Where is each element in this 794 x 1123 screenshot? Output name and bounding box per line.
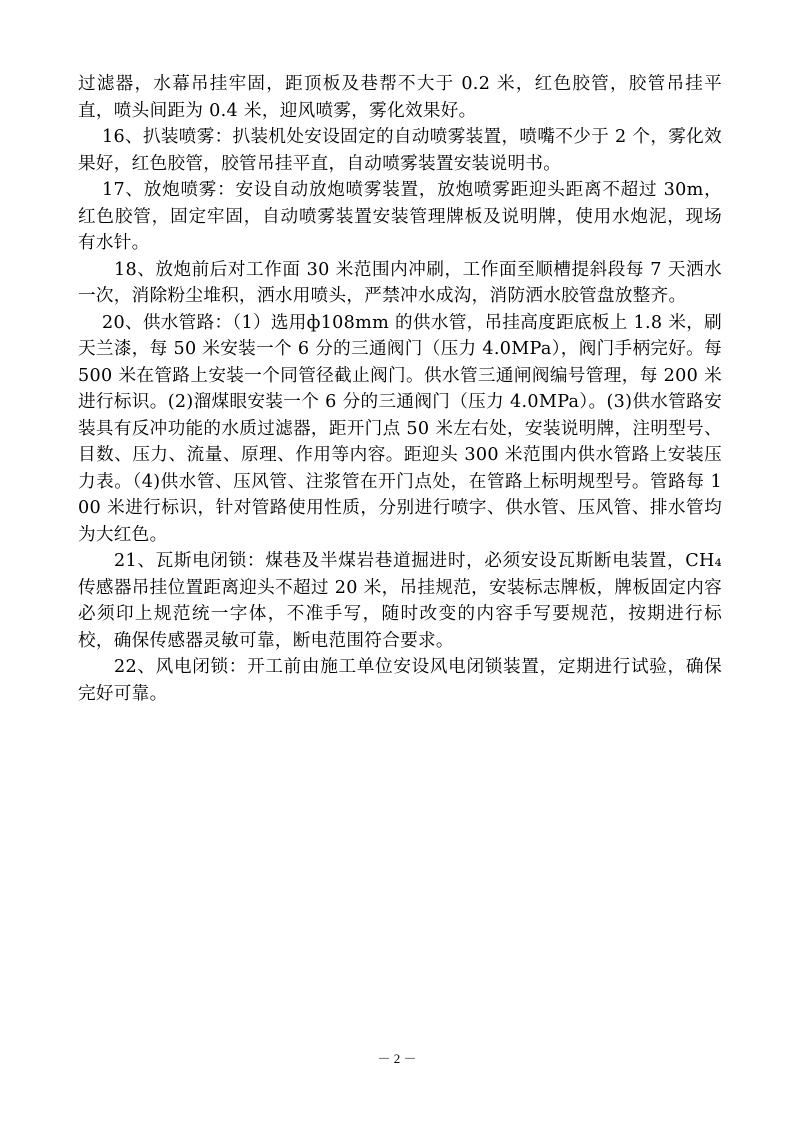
paragraph-21-gas-lockout: 21、瓦斯电闭锁：煤巷及半煤岩巷道掘进时，必须安设瓦斯断电装置，CH₄传感器吊挂位置距离迎头不超过 20 米，吊挂规范，安装标志牌板，牌板固定内容必须印上规范统一字体，不准手写，随时改变的内容手写要规范，按期进行标校，确保传感器灵敏可靠，断电范围符合要求。 bbox=[78, 551, 722, 651]
document-body bbox=[78, 71, 722, 707]
paragraph-18-flushing: 18、放炮前后对工作面 30 米范围内冲刷，工作面至顺槽提斜段每 7 天洒水一次，消除粉尘堆积，洒水用喷头，严禁冲水成沟，消防洒水胶管盘放整齐。 bbox=[78, 259, 722, 306]
paragraph-16-loader-spray: 16、扒装喷雾：扒装机处安设固定的自动喷雾装置，喷嘴不少于 2 个，雾化效果好，红色胶管，胶管吊挂平直，自动喷雾装置安装说明书。 bbox=[78, 127, 722, 174]
page-number: － 2 － bbox=[377, 1051, 417, 1066]
paragraph-continued-water-curtain: 过滤器，水幕吊挂牢固，距顶板及巷帮不大于 0.2 米，红色胶管，胶管吊挂平直，喷头间距为 0.4 米，迎风喷雾，雾化效果好。 bbox=[78, 74, 722, 121]
paragraph-17-blasting-spray: 17、放炮喷雾：安设自动放炮喷雾装置，放炮喷雾距迎头距离不超过 30m，红色胶管，固定牢固，自动喷雾装置安装管理牌板及说明牌，使用水炮泥，现场有水针。 bbox=[78, 180, 722, 253]
paragraph-20-water-pipeline: 20、供水管路：（1）选用ф108mm 的供水管，吊挂高度距底板上 1.8 米，刷天兰漆，每 50 米安装一个 6 分的三通阀门（压力 4.0MPa），阀门手柄完好。每 500 米在管路上安装一个同管径截止阀门。供水管三通闸阀编号管理，每 200 米进行标识。(2)溜煤眼安装一个 6 分的三通阀门（压力 4.0MPa）。(3)供水管路安装具有反冲功能的水质过滤器，距开门点 50 米左右处，安装说明牌，注明型号、目数、压力、流量、原理、作用等内容。距迎头 300 米范围内供水管路上安装压力表。（4)供水管、压风管、注浆管在开门点处，在管路上标明规型号。管路每 100 米进行标识，针对管路使用性质，分别进行喷字、供水管、压风管、排水管均为大红色。 bbox=[78, 312, 722, 545]
paragraph-22-wind-power-lockout: 22、风电闭锁：开工前由施工单位安设风电闭锁装置，定期进行试验，确保完好可靠。 bbox=[78, 657, 722, 704]
